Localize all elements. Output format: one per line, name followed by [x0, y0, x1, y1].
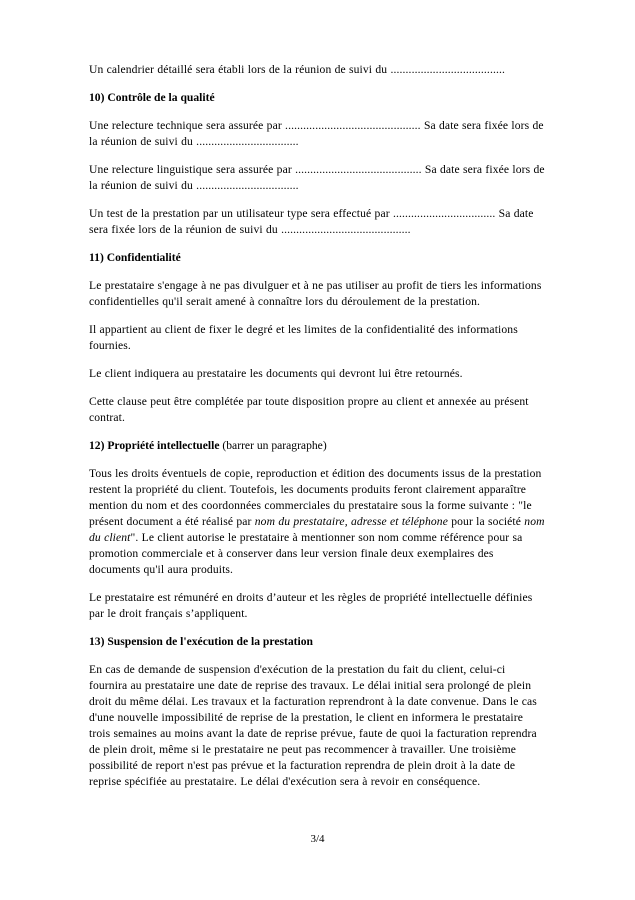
- paragraph-confidentialite-engagement: Le prestataire s'engage à ne pas divulguer et à ne pas utiliser au profit de tiers les informations confidentielles qu'il serait amené à connaître lors du déroulement de la prestation.: [89, 279, 542, 308]
- paragraph-documents-retournes: Le client indiquera au prestataire les documents qui devront lui être retournés.: [89, 367, 463, 380]
- run-italic-prestataire: nom du prestataire, adresse et téléphone: [254, 515, 448, 528]
- run-text-1: Tous les droits éventuels de copie, reproduction et édition des documents issus de la prestation restent la propriété du client. Toutefois, les documents produits feront clairement apparaître mention du nom et des coordonnées commerciales du prestataire sous la forme suivante : "le présent document a été réalisé par: [89, 467, 542, 528]
- paragraph-calendrier: Un calendrier détaillé sera établi lors de la réunion de suivi du ......................................: [89, 63, 506, 76]
- page-number: 3/4: [310, 833, 325, 845]
- paragraph-relecture-linguistique: Une relecture linguistique sera assurée par .......................................... Sa date sera fixée lors de la réunion de suivi du ..................................: [89, 163, 545, 192]
- paragraph-droits-auteur: Le prestataire est rémunéré en droits d’auteur et les règles de propriété intellectuelle définies par le droit français s’appliquent.: [89, 591, 533, 620]
- section-heading-13: 13) Suspension de l'exécution de la prestation: [89, 635, 313, 648]
- run-italic-client: nom du client: [89, 515, 545, 544]
- section-heading-10: 10) Contrôle de la qualité: [89, 91, 215, 104]
- paragraph-relecture-technique: Une relecture technique sera assurée par ............................................. Sa date sera fixée lors de la réunion de suivi du ..................................: [89, 119, 544, 148]
- section-heading-12: [89, 438, 546, 454]
- paragraph-propriete-intellectuelle: [89, 466, 546, 578]
- run-text-3: ". Le client autorise le prestataire à mentionner son nom comme référence pour sa promotion commerciale et à conserver dans leur version finale deux exemplaires des documents qu'il aura produits.: [89, 531, 523, 576]
- document-body: [89, 62, 546, 802]
- section-heading-11: 11) Confidentialité: [89, 251, 181, 264]
- section-heading-12-bold: 12) Propriété intellectuelle: [89, 439, 220, 452]
- paragraph-clause-complementaire: Cette clause peut être complétée par toute disposition propre au client et annexée au présent contrat.: [89, 395, 529, 424]
- paragraph-confidentialite-degre: Il appartient au client de fixer le degré et les limites de la confidentialité des informations fournies.: [89, 323, 518, 352]
- run-text-2: pour la société: [447, 515, 525, 528]
- section-heading-12-note: (barrer un paragraphe): [219, 439, 327, 452]
- paragraph-test-utilisateur: Un test de la prestation par un utilisateur type sera effectué par .................................. Sa date sera fixée lors de la réunion de suivi du ...........................................: [89, 207, 534, 236]
- paragraph-suspension: En cas de demande de suspension d'exécution de la prestation du fait du client, celui-ci fournira au prestataire une date de reprise des travaux. Le délai initial sera prolongé de plein droit du même délai. Les travaux et la facturation reprendront à la date convenue. Dans le cas d'une nouvelle impossibilité de reprise de la prestation, le client en informera le prestataire trois semaines au moins avant la date de reprise prévue, faute de quoi la facturation reprendra de plein droit, même si le prestataire ne peut pas recommencer à travailler. Une troisième possibilité de report n'est pas prévue et la facturation reprendra de plein droit à la date de reprise spécifiée au prestataire. Le délai d'exécution sera à revoir en conséquence.: [89, 663, 537, 788]
